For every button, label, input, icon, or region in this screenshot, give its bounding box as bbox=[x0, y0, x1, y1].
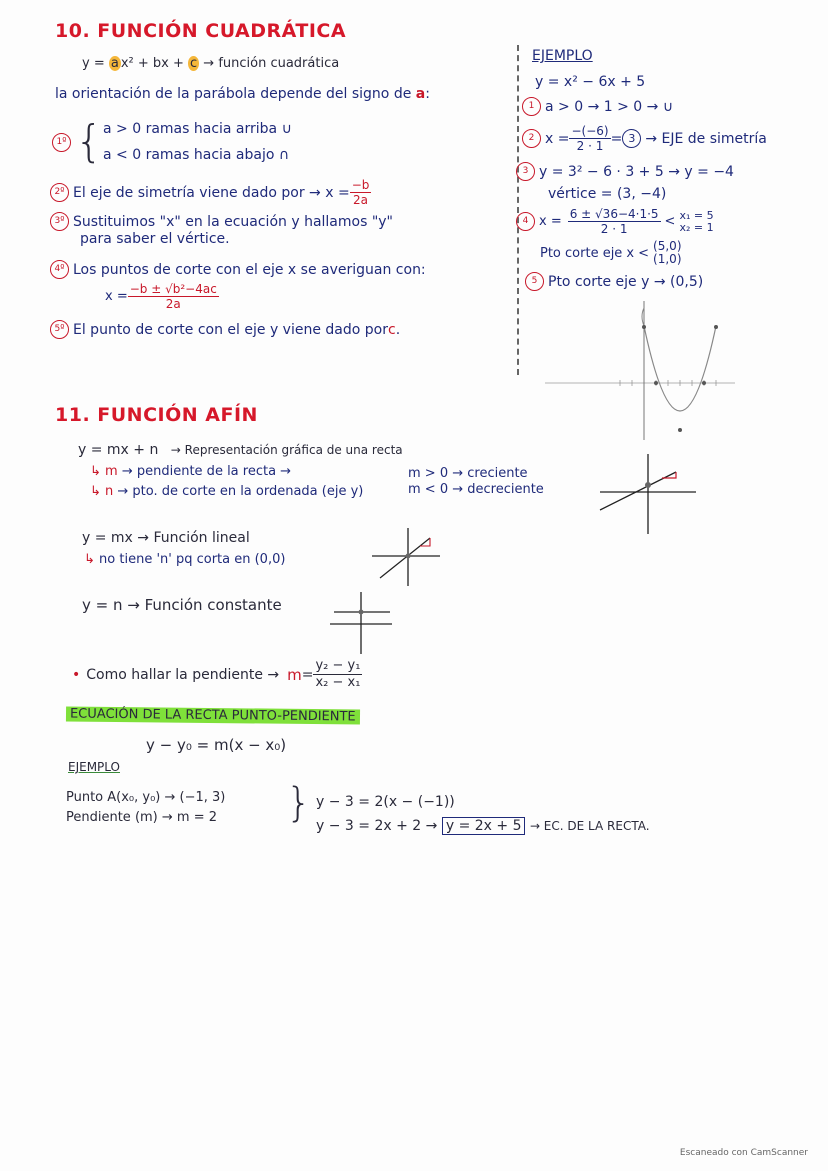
example-step-2 bbox=[522, 124, 767, 153]
split-arrow-icon: < bbox=[638, 245, 650, 261]
formula-suffix: → función cuadrática bbox=[199, 56, 340, 71]
fraction-denominator: 2 · 1 bbox=[576, 139, 604, 153]
equals: = bbox=[610, 130, 623, 147]
fraction-numerator: 6 ± √36−4·1·5 bbox=[569, 207, 659, 221]
point-slope-title: ECUACIÓN DE LA RECTA PUNTO-PENDIENTE bbox=[66, 706, 360, 724]
example-result-boxed: y = 2x + 5 bbox=[442, 817, 526, 835]
cut-x-label: Pto corte eje x bbox=[540, 245, 635, 261]
fraction-numerator: y₂ − y₁ bbox=[315, 658, 361, 673]
formula-mid: x² + bx + bbox=[120, 56, 188, 71]
brace-icon: } bbox=[286, 780, 312, 826]
example-step-2: y − 3 = 2x + 2 → bbox=[316, 818, 438, 834]
fraction-numerator: −b ± √b²−4ac bbox=[129, 282, 217, 296]
example-step-2-number: 2 bbox=[522, 129, 541, 148]
fraction-numerator: −b bbox=[351, 178, 370, 192]
example-step-4-lhs: x = bbox=[539, 214, 562, 229]
increasing-line-graph bbox=[596, 452, 700, 536]
step-1-line-1: a > 0 ramas hacia arriba ∪ bbox=[103, 121, 292, 137]
brace-icon: { bbox=[75, 116, 103, 167]
quadratic-root-formula bbox=[105, 282, 219, 311]
example-step-5-text: Pto corte eje y → (0,5) bbox=[548, 273, 704, 290]
example-step-3-text: y = 3² − 6 · 3 + 5 → y = −4 bbox=[539, 163, 734, 180]
example-slope: Pendiente (m) → m = 2 bbox=[66, 810, 217, 825]
section-10-title: 10. FUNCIÓN CUADRÁTICA bbox=[55, 20, 347, 42]
orientation-var: a bbox=[415, 86, 426, 102]
step-5 bbox=[50, 320, 400, 339]
m-conditions bbox=[408, 466, 544, 498]
root-formula-lhs: x = bbox=[105, 289, 128, 304]
fraction-denominator: 2a bbox=[353, 193, 369, 207]
cut-x-point-1: (5,0) bbox=[653, 239, 682, 253]
step-5-number: 5º bbox=[50, 320, 69, 339]
example-step-1-number: 1 bbox=[522, 97, 541, 116]
example-11-steps bbox=[316, 790, 650, 838]
formula-prefix: y = bbox=[82, 56, 109, 71]
root-fraction bbox=[128, 282, 219, 311]
example-step-3-number: 3 bbox=[516, 162, 535, 181]
step-3 bbox=[50, 212, 393, 247]
linear-origin-graph bbox=[368, 526, 442, 588]
cut-x-line bbox=[540, 240, 682, 266]
linear-note: no tiene 'n' pq corta en (0,0) bbox=[99, 552, 286, 567]
linear-note-arrow: ↳ bbox=[84, 552, 95, 567]
n-line-prefix: ↳ n bbox=[90, 484, 114, 499]
fraction-denominator: 2a bbox=[165, 297, 181, 311]
coef-a-highlighted: a bbox=[110, 56, 119, 71]
slope-text: Como hallar la pendiente → bbox=[86, 666, 280, 683]
constant-graph bbox=[328, 590, 394, 656]
example-11-givens bbox=[66, 788, 225, 828]
example-step-4-fraction bbox=[568, 207, 661, 236]
example-title: EJEMPLO bbox=[532, 48, 593, 64]
section-11-title: 11. FUNCIÓN AFÍN bbox=[55, 404, 258, 426]
n-explanation bbox=[90, 484, 363, 499]
example-equation: y = x² − 6x + 5 bbox=[535, 74, 646, 90]
step-2-text: El eje de simetría viene dado por → x = bbox=[73, 184, 350, 201]
example-step-2-lhs: x = bbox=[545, 130, 570, 147]
example-step-3 bbox=[516, 162, 734, 181]
slope-fraction bbox=[313, 658, 362, 691]
example-step-1: y − 3 = 2(x − (−1)) bbox=[316, 794, 455, 810]
step-3-line-1: Sustituimos "x" en la ecuación y hallamos "y" bbox=[73, 213, 393, 230]
orientation-text: la orientación de la parábola depende del signo de bbox=[55, 86, 416, 102]
split-arrow-icon: < bbox=[664, 214, 676, 229]
parabola-graph bbox=[540, 296, 740, 440]
step-2-number: 2º bbox=[50, 183, 69, 202]
m-explanation bbox=[90, 464, 291, 479]
bullet-icon: • bbox=[72, 666, 81, 683]
root-x2: x₂ = 1 bbox=[679, 220, 714, 234]
linear-function: y = mx → Función lineal bbox=[82, 530, 250, 546]
step-4-number: 4º bbox=[50, 260, 69, 279]
vertex: vértice = (3, −4) bbox=[548, 186, 667, 202]
step-3-line-2: para saber el vértice. bbox=[80, 231, 230, 247]
scanner-watermark: Escaneado con CamScanner bbox=[679, 1148, 808, 1158]
slope-m: m bbox=[287, 665, 302, 684]
example-step-1-text: a > 0 → 1 > 0 → ∪ bbox=[545, 98, 674, 115]
example-step-4-number: 4 bbox=[516, 212, 535, 231]
example-11-title: EJEMPLO bbox=[68, 760, 120, 774]
example-result-label: → EC. DE LA RECTA. bbox=[529, 819, 650, 833]
example-point: Punto A(x₀, y₀) → (−1, 3) bbox=[66, 790, 226, 805]
linear-note-line bbox=[84, 552, 285, 567]
fraction-denominator: x₂ − x₁ bbox=[315, 675, 361, 690]
root-x1: x₁ = 5 bbox=[679, 208, 714, 222]
step-5-var: c bbox=[388, 321, 396, 338]
example-step-5 bbox=[525, 272, 703, 291]
affine-formula-line bbox=[78, 442, 403, 458]
example-step-1 bbox=[522, 97, 673, 116]
m-positive: m > 0 → creciente bbox=[408, 466, 528, 481]
orientation-colon: : bbox=[425, 86, 430, 102]
m-negative: m < 0 → decreciente bbox=[408, 482, 544, 497]
step-1-line-2: a < 0 ramas hacia abajo ∩ bbox=[103, 147, 290, 163]
fraction-denominator: 2 · 1 bbox=[600, 222, 628, 236]
step-5-end: . bbox=[395, 321, 401, 338]
point-slope-formula: y − y₀ = m(x − x₀) bbox=[146, 736, 287, 754]
affine-formula-desc: → Representación gráfica de una recta bbox=[170, 443, 403, 457]
cut-x-point-2: (1,0) bbox=[653, 252, 682, 266]
step-4-text: Los puntos de corte con el eje x se averiguan con: bbox=[73, 261, 426, 278]
step-3-number: 3º bbox=[50, 212, 69, 231]
step-1-number: 1º bbox=[52, 133, 71, 152]
m-line-text: → pendiente de la recta → bbox=[121, 464, 292, 479]
coef-c-highlighted: c bbox=[190, 56, 198, 71]
axis-fraction bbox=[350, 178, 372, 207]
example-step-2-fraction bbox=[569, 124, 610, 153]
equals: = bbox=[301, 666, 314, 683]
slope-formula-line bbox=[72, 658, 362, 691]
step-2 bbox=[50, 178, 371, 207]
example-step-4 bbox=[516, 207, 714, 236]
step-1 bbox=[52, 116, 292, 168]
step-5-text: El punto de corte con el eje y viene dado por bbox=[73, 321, 388, 338]
quadratic-formula bbox=[82, 56, 339, 71]
axis-result-circled: 3 bbox=[622, 129, 641, 148]
m-line-prefix: ↳ m bbox=[90, 464, 118, 479]
constant-function: y = n → Función constante bbox=[82, 596, 282, 614]
n-line-text: → pto. de corte en la ordenada (eje y) bbox=[117, 484, 364, 499]
fraction-numerator: −(−6) bbox=[571, 124, 609, 138]
example-step-5-number: 5 bbox=[525, 272, 544, 291]
step-4 bbox=[50, 260, 426, 279]
affine-formula: y = mx + n bbox=[78, 442, 159, 458]
orientation-line bbox=[55, 86, 430, 102]
example-step-2-suffix: → EJE de simetría bbox=[645, 130, 767, 147]
